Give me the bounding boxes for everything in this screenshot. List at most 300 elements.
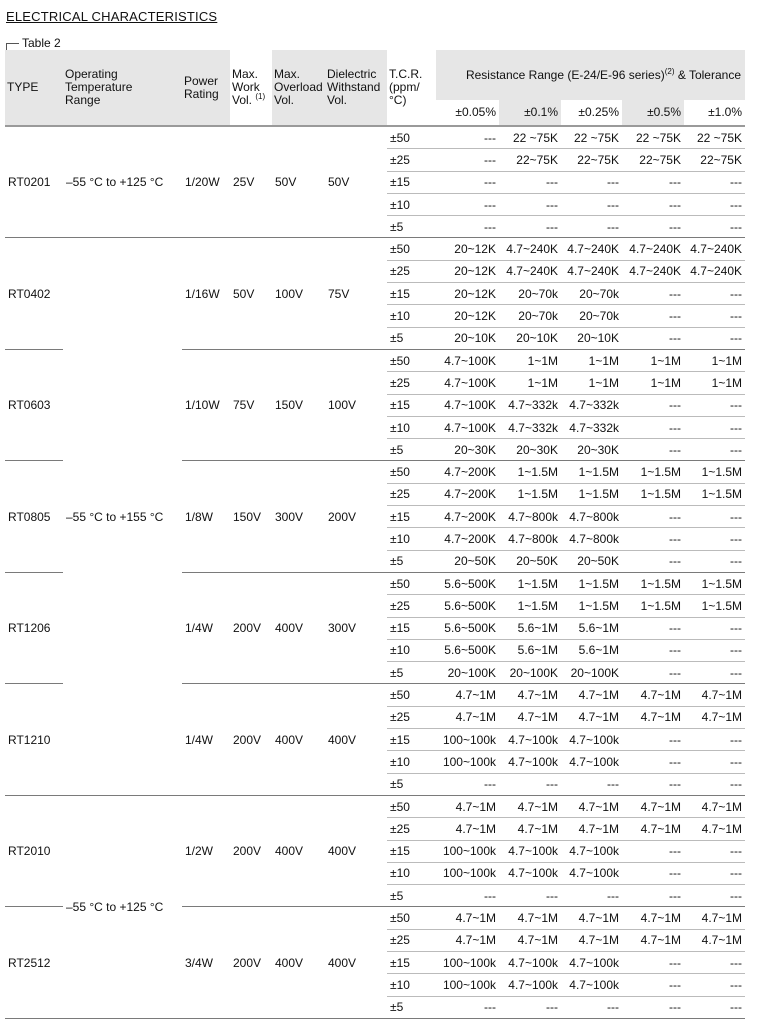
resistance-range-cell: 20~50K: [561, 550, 622, 572]
tcr-cell: ±10: [387, 862, 436, 884]
tcr-cell: ±15: [387, 171, 436, 193]
resistance-range-cell: ---: [684, 305, 745, 327]
dielectric-cell: 400V: [325, 684, 387, 795]
resistance-range-cell: ---: [622, 439, 684, 461]
resistance-range-cell: 4.7~1M: [436, 907, 499, 929]
resistance-range-cell: 4.7~100k: [561, 974, 622, 996]
tcr-cell: ±15: [387, 729, 436, 751]
resistance-range-cell: 22~75K: [561, 149, 622, 171]
work-cell: 50V: [230, 238, 272, 349]
work-cell: 200V: [230, 907, 272, 1018]
resistance-range-cell: ---: [684, 862, 745, 884]
overload-cell: 300V: [272, 461, 325, 572]
resistance-range-cell: 4.7~800k: [561, 506, 622, 528]
resistance-range-cell: 100~100k: [436, 729, 499, 751]
header-temp-range: Operating Temperature Range: [63, 50, 182, 126]
resistance-range-cell: 4.7~1M: [499, 818, 561, 840]
tcr-cell: ±50: [387, 795, 436, 817]
resistance-range-cell: 22 ~75K: [561, 126, 622, 149]
resistance-range-cell: ---: [622, 662, 684, 684]
resistance-range-cell: 5.6~1M: [499, 617, 561, 639]
resistance-range-cell: 4.7~1M: [499, 706, 561, 728]
resistance-range-cell: ---: [561, 885, 622, 907]
work-cell: 200V: [230, 684, 272, 795]
resistance-range-cell: 4.7~1M: [684, 818, 745, 840]
resistance-range-cell: 1~1.5M: [622, 572, 684, 594]
resistance-range-cell: ---: [684, 639, 745, 661]
type-cell: RT0603: [5, 349, 63, 460]
resistance-range-cell: 1~1.5M: [561, 572, 622, 594]
resistance-range-cell: 4.7~1M: [436, 795, 499, 817]
resistance-range-cell: ---: [684, 416, 745, 438]
dielectric-cell: 300V: [325, 572, 387, 683]
resistance-range-cell: ---: [436, 149, 499, 171]
resistance-range-cell: 20~12K: [436, 238, 499, 260]
resistance-range-cell: 20~10K: [436, 327, 499, 349]
temp-range-cell: –55 °C to +125 °C: [63, 126, 182, 238]
resistance-range-cell: ---: [684, 662, 745, 684]
resistance-range-cell: 20~100K: [499, 662, 561, 684]
resistance-range-cell: ---: [622, 951, 684, 973]
resistance-range-cell: 4.7~1M: [436, 684, 499, 706]
resistance-range-cell: 20~30K: [561, 439, 622, 461]
tcr-cell: ±15: [387, 283, 436, 305]
resistance-range-cell: ---: [622, 327, 684, 349]
resistance-range-cell: 4.7~1M: [622, 907, 684, 929]
power-cell: 1/16W: [182, 238, 230, 349]
resistance-range-cell: 5.6~1M: [499, 639, 561, 661]
resistance-range-cell: 4.7~800k: [499, 506, 561, 528]
tcr-cell: ±50: [387, 572, 436, 594]
header-tol-0-05: ±0.05%: [436, 100, 499, 126]
resistance-range-cell: ---: [622, 974, 684, 996]
resistance-range-cell: 4.7~1M: [622, 929, 684, 951]
power-cell: 1/10W: [182, 349, 230, 460]
resistance-range-cell: 4.7~100K: [436, 394, 499, 416]
resistance-range-cell: 100~100k: [436, 862, 499, 884]
resistance-range-cell: ---: [499, 193, 561, 215]
tcr-cell: ±5: [387, 327, 436, 349]
resistance-range-cell: ---: [622, 996, 684, 1018]
work-cell: 200V: [230, 572, 272, 683]
resistance-range-cell: 4.7~240K: [622, 260, 684, 282]
resistance-range-cell: 4.7~100k: [499, 751, 561, 773]
tcr-cell: ±5: [387, 996, 436, 1018]
resistance-range-cell: ---: [436, 996, 499, 1018]
overload-cell: 50V: [272, 126, 325, 238]
resistance-range-cell: 22 ~75K: [684, 126, 745, 149]
power-cell: 1/2W: [182, 795, 230, 906]
page-title: ELECTRICAL CHARACTERISTICS: [6, 9, 218, 24]
resistance-range-cell: 4.7~1M: [499, 795, 561, 817]
resistance-range-cell: 100~100k: [436, 751, 499, 773]
resistance-range-cell: 4.7~1M: [499, 684, 561, 706]
tcr-cell: ±50: [387, 126, 436, 149]
resistance-range-cell: ---: [684, 394, 745, 416]
tcr-cell: ±15: [387, 840, 436, 862]
power-cell: 3/4W: [182, 907, 230, 1018]
table-row: [5, 238, 745, 260]
dielectric-cell: 50V: [325, 126, 387, 238]
resistance-range-cell: 20~70k: [561, 283, 622, 305]
resistance-range-cell: 4.7~1M: [684, 795, 745, 817]
tcr-cell: ±25: [387, 260, 436, 282]
table-row: [5, 126, 745, 149]
resistance-range-cell: 1~1.5M: [499, 461, 561, 483]
tcr-cell: ±5: [387, 662, 436, 684]
resistance-range-cell: 4.7~100k: [499, 974, 561, 996]
resistance-range-cell: ---: [684, 951, 745, 973]
type-cell: RT0201: [5, 126, 63, 238]
resistance-range-cell: ---: [499, 996, 561, 1018]
resistance-range-cell: 4.7~100k: [499, 862, 561, 884]
dielectric-cell: 100V: [325, 349, 387, 460]
resistance-range-cell: 20~50K: [436, 550, 499, 572]
resistance-range-cell: 22 ~75K: [499, 126, 561, 149]
resistance-range-cell: ---: [499, 773, 561, 795]
resistance-range-cell: ---: [561, 193, 622, 215]
resistance-range-cell: 1~1.5M: [684, 595, 745, 617]
resistance-range-cell: 5.6~500K: [436, 639, 499, 661]
resistance-range-cell: 1~1M: [499, 372, 561, 394]
resistance-range-cell: ---: [436, 126, 499, 149]
resistance-range-cell: ---: [622, 506, 684, 528]
temp-range-cell: –55 °C to +155 °C: [63, 238, 182, 795]
type-cell: RT0402: [5, 238, 63, 349]
header-tol-1-0: ±1.0%: [684, 100, 745, 126]
resistance-range-cell: 1~1.5M: [499, 483, 561, 505]
resistance-range-cell: ---: [684, 996, 745, 1018]
resistance-range-cell: 4.7~1M: [436, 818, 499, 840]
table-label: Table 2: [22, 36, 61, 50]
resistance-range-cell: 4.7~200K: [436, 461, 499, 483]
type-cell: RT0805: [5, 461, 63, 572]
resistance-range-cell: 1~1.5M: [561, 595, 622, 617]
resistance-range-cell: ---: [684, 216, 745, 238]
resistance-range-cell: 4.7~1M: [622, 684, 684, 706]
resistance-range-cell: 4.7~100k: [499, 840, 561, 862]
resistance-range-cell: ---: [561, 773, 622, 795]
resistance-range-cell: 4.7~240K: [684, 260, 745, 282]
resistance-range-cell: 4.7~1M: [561, 684, 622, 706]
resistance-range-cell: 20~50K: [499, 550, 561, 572]
tcr-cell: ±50: [387, 907, 436, 929]
temp-range-cell: –55 °C to +125 °C: [63, 795, 182, 1018]
resistance-range-cell: 20~100K: [436, 662, 499, 684]
resistance-range-cell: 20~12K: [436, 305, 499, 327]
dielectric-cell: 75V: [325, 238, 387, 349]
resistance-range-cell: 5.6~500K: [436, 617, 499, 639]
tcr-cell: ±50: [387, 684, 436, 706]
resistance-range-cell: 20~100K: [561, 662, 622, 684]
overload-cell: 400V: [272, 795, 325, 906]
resistance-range-cell: 1~1M: [684, 349, 745, 371]
resistance-range-cell: ---: [684, 506, 745, 528]
tcr-cell: ±10: [387, 528, 436, 550]
resistance-range-cell: ---: [561, 171, 622, 193]
resistance-range-cell: 1~1.5M: [684, 483, 745, 505]
tcr-cell: ±50: [387, 238, 436, 260]
resistance-range-cell: 1~1.5M: [499, 595, 561, 617]
resistance-range-cell: 22~75K: [622, 149, 684, 171]
tcr-cell: ±10: [387, 639, 436, 661]
resistance-range-cell: 4.7~100k: [499, 729, 561, 751]
dielectric-cell: 400V: [325, 907, 387, 1018]
resistance-range-cell: 1~1.5M: [622, 595, 684, 617]
resistance-range-cell: 4.7~240K: [561, 260, 622, 282]
resistance-range-cell: 4.7~100k: [561, 862, 622, 884]
header-resistance-range: Resistance Range (E-24/E-96 series)$^{(2)}$ & Tolerance: [436, 50, 745, 100]
resistance-range-cell: 1~1.5M: [499, 572, 561, 594]
resistance-range-cell: 4.7~100k: [561, 729, 622, 751]
type-cell: RT1210: [5, 684, 63, 795]
tcr-cell: ±50: [387, 349, 436, 371]
header-tcr: T.C.R. (ppm/°C): [387, 50, 436, 126]
overload-cell: 400V: [272, 907, 325, 1018]
resistance-range-cell: 4.7~800k: [561, 528, 622, 550]
resistance-range-cell: 4.7~332k: [561, 416, 622, 438]
resistance-range-cell: ---: [684, 439, 745, 461]
resistance-range-cell: ---: [436, 885, 499, 907]
resistance-range-cell: 5.6~1M: [561, 617, 622, 639]
resistance-range-cell: ---: [622, 171, 684, 193]
resistance-range-cell: 5.6~1M: [561, 639, 622, 661]
resistance-range-cell: ---: [622, 885, 684, 907]
resistance-range-cell: 22~75K: [499, 149, 561, 171]
overload-cell: 150V: [272, 349, 325, 460]
resistance-range-cell: ---: [684, 617, 745, 639]
resistance-range-cell: 4.7~240K: [684, 238, 745, 260]
tcr-cell: ±25: [387, 483, 436, 505]
resistance-range-cell: ---: [684, 885, 745, 907]
type-cell: RT2010: [5, 795, 63, 906]
resistance-range-cell: ---: [622, 416, 684, 438]
resistance-range-cell: 4.7~1M: [622, 795, 684, 817]
resistance-range-cell: 1~1M: [561, 372, 622, 394]
overload-cell: 100V: [272, 238, 325, 349]
table-body: [5, 126, 745, 1018]
resistance-range-cell: 4.7~1M: [561, 929, 622, 951]
resistance-range-cell: ---: [684, 840, 745, 862]
tcr-cell: ±50: [387, 461, 436, 483]
resistance-range-cell: 4.7~100k: [561, 840, 622, 862]
resistance-range-cell: ---: [684, 550, 745, 572]
tcr-cell: ±25: [387, 372, 436, 394]
electrical-characteristics-table: [5, 50, 745, 1019]
tcr-cell: ±15: [387, 951, 436, 973]
resistance-range-cell: 1~1M: [622, 372, 684, 394]
resistance-range-cell: ---: [499, 216, 561, 238]
resistance-range-cell: 4.7~240K: [561, 238, 622, 260]
power-cell: 1/4W: [182, 684, 230, 795]
resistance-range-cell: 4.7~1M: [622, 706, 684, 728]
tcr-cell: ±15: [387, 506, 436, 528]
tcr-cell: ±15: [387, 394, 436, 416]
resistance-range-cell: ---: [436, 171, 499, 193]
resistance-range-cell: ---: [684, 773, 745, 795]
power-cell: 1/4W: [182, 572, 230, 683]
resistance-range-cell: ---: [684, 283, 745, 305]
resistance-range-cell: ---: [684, 974, 745, 996]
power-cell: 1/8W: [182, 461, 230, 572]
tcr-cell: ±5: [387, 439, 436, 461]
work-cell: 75V: [230, 349, 272, 460]
tcr-cell: ±25: [387, 595, 436, 617]
resistance-range-cell: 4.7~1M: [499, 907, 561, 929]
resistance-range-cell: ---: [561, 216, 622, 238]
resistance-range-cell: ---: [622, 550, 684, 572]
resistance-range-cell: 1~1M: [499, 349, 561, 371]
resistance-range-cell: ---: [622, 639, 684, 661]
resistance-range-cell: 4.7~1M: [684, 907, 745, 929]
resistance-range-cell: 1~1.5M: [622, 461, 684, 483]
resistance-range-cell: ---: [622, 773, 684, 795]
resistance-range-cell: ---: [436, 773, 499, 795]
resistance-range-cell: ---: [622, 729, 684, 751]
tcr-cell: ±10: [387, 193, 436, 215]
tcr-cell: ±10: [387, 416, 436, 438]
header-tol-0-1: ±0.1%: [499, 100, 561, 126]
work-cell: 200V: [230, 795, 272, 906]
tcr-cell: ±5: [387, 885, 436, 907]
resistance-range-cell: 4.7~240K: [499, 238, 561, 260]
resistance-range-cell: 1~1M: [684, 372, 745, 394]
tcr-cell: ±10: [387, 974, 436, 996]
tcr-cell: ±5: [387, 550, 436, 572]
resistance-range-cell: 4.7~240K: [622, 238, 684, 260]
resistance-range-cell: 4.7~1M: [684, 706, 745, 728]
resistance-range-cell: ---: [436, 216, 499, 238]
power-cell: 1/20W: [182, 126, 230, 238]
dielectric-cell: 400V: [325, 795, 387, 906]
header-power-rating: Power Rating: [182, 50, 230, 126]
resistance-range-cell: ---: [622, 305, 684, 327]
overload-cell: 400V: [272, 684, 325, 795]
resistance-range-cell: ---: [622, 617, 684, 639]
resistance-range-cell: ---: [684, 729, 745, 751]
resistance-range-cell: 100~100k: [436, 840, 499, 862]
resistance-range-cell: 5.6~500K: [436, 595, 499, 617]
header-max-work-vol: Max. Work Vol. $^{(1)}$: [230, 50, 272, 126]
resistance-range-cell: ---: [499, 171, 561, 193]
tcr-cell: ±10: [387, 751, 436, 773]
tcr-cell: ±10: [387, 305, 436, 327]
header-dielectric-withstand-vol: Dielectric Withstand Vol.: [325, 50, 387, 126]
resistance-range-cell: 1~1.5M: [622, 483, 684, 505]
resistance-range-cell: 4.7~100k: [499, 951, 561, 973]
overload-cell: 400V: [272, 572, 325, 683]
resistance-range-cell: ---: [684, 193, 745, 215]
resistance-range-cell: 4.7~332k: [499, 416, 561, 438]
resistance-range-cell: 4.7~200K: [436, 528, 499, 550]
resistance-range-cell: 20~70k: [499, 283, 561, 305]
resistance-range-cell: ---: [684, 751, 745, 773]
resistance-range-cell: 4.7~800k: [499, 528, 561, 550]
resistance-range-cell: 4.7~1M: [499, 929, 561, 951]
resistance-range-cell: 100~100k: [436, 951, 499, 973]
header-type: TYPE: [5, 50, 63, 126]
resistance-range-cell: 4.7~1M: [561, 795, 622, 817]
resistance-range-cell: ---: [622, 840, 684, 862]
tcr-cell: ±5: [387, 216, 436, 238]
resistance-range-cell: ---: [622, 394, 684, 416]
resistance-range-cell: 1~1.5M: [561, 461, 622, 483]
tcr-cell: ±25: [387, 149, 436, 171]
tcr-cell: ±25: [387, 706, 436, 728]
resistance-range-cell: 20~12K: [436, 283, 499, 305]
resistance-range-cell: 4.7~240K: [499, 260, 561, 282]
type-cell: RT1206: [5, 572, 63, 683]
resistance-range-cell: ---: [622, 528, 684, 550]
dielectric-cell: 200V: [325, 461, 387, 572]
resistance-range-cell: 20~70k: [499, 305, 561, 327]
resistance-range-cell: 100~100k: [436, 974, 499, 996]
resistance-range-cell: 4.7~1M: [684, 929, 745, 951]
resistance-range-cell: 4.7~200K: [436, 483, 499, 505]
header-tol-0-25: ±0.25%: [561, 100, 622, 126]
resistance-range-cell: 20~70k: [561, 305, 622, 327]
resistance-range-cell: 4.7~1M: [561, 706, 622, 728]
resistance-range-cell: ---: [684, 171, 745, 193]
header-tol-0-5: ±0.5%: [622, 100, 684, 126]
resistance-range-cell: ---: [561, 996, 622, 1018]
resistance-range-cell: 4.7~332k: [561, 394, 622, 416]
resistance-range-cell: 4.7~1M: [561, 818, 622, 840]
resistance-range-cell: 4.7~100k: [561, 951, 622, 973]
resistance-range-cell: ---: [684, 528, 745, 550]
resistance-range-cell: ---: [622, 193, 684, 215]
resistance-range-cell: ---: [622, 862, 684, 884]
resistance-range-cell: 1~1.5M: [561, 483, 622, 505]
resistance-range-cell: 20~12K: [436, 260, 499, 282]
resistance-range-cell: 1~1.5M: [684, 461, 745, 483]
resistance-range-cell: ---: [622, 216, 684, 238]
table-row: [5, 795, 745, 817]
resistance-range-cell: 20~30K: [436, 439, 499, 461]
resistance-range-cell: 20~30K: [499, 439, 561, 461]
work-cell: 150V: [230, 461, 272, 572]
resistance-range-cell: 20~10K: [499, 327, 561, 349]
resistance-range-cell: 1~1M: [561, 349, 622, 371]
resistance-range-cell: 4.7~100K: [436, 349, 499, 371]
resistance-range-cell: 4.7~100K: [436, 416, 499, 438]
resistance-range-cell: ---: [436, 193, 499, 215]
tcr-cell: ±25: [387, 929, 436, 951]
resistance-range-cell: 22 ~75K: [622, 126, 684, 149]
tcr-cell: ±25: [387, 818, 436, 840]
resistance-range-cell: ---: [622, 751, 684, 773]
resistance-range-cell: 4.7~332k: [499, 394, 561, 416]
resistance-range-cell: 4.7~200K: [436, 506, 499, 528]
resistance-range-cell: 1~1M: [622, 349, 684, 371]
resistance-range-cell: 5.6~500K: [436, 572, 499, 594]
resistance-range-cell: 4.7~1M: [436, 929, 499, 951]
tcr-cell: ±5: [387, 773, 436, 795]
header-max-overload-vol: Max. Overload Vol.: [272, 50, 325, 126]
resistance-range-cell: 4.7~1M: [561, 907, 622, 929]
resistance-range-cell: ---: [622, 283, 684, 305]
work-cell: 25V: [230, 126, 272, 238]
resistance-range-cell: ---: [684, 327, 745, 349]
resistance-range-cell: ---: [499, 885, 561, 907]
tcr-cell: ±15: [387, 617, 436, 639]
resistance-range-cell: 4.7~100K: [436, 372, 499, 394]
resistance-range-cell: 4.7~100k: [561, 751, 622, 773]
resistance-range-cell: 20~10K: [561, 327, 622, 349]
resistance-range-cell: 4.7~1M: [622, 818, 684, 840]
resistance-range-cell: 22~75K: [684, 149, 745, 171]
resistance-range-cell: 4.7~1M: [436, 706, 499, 728]
